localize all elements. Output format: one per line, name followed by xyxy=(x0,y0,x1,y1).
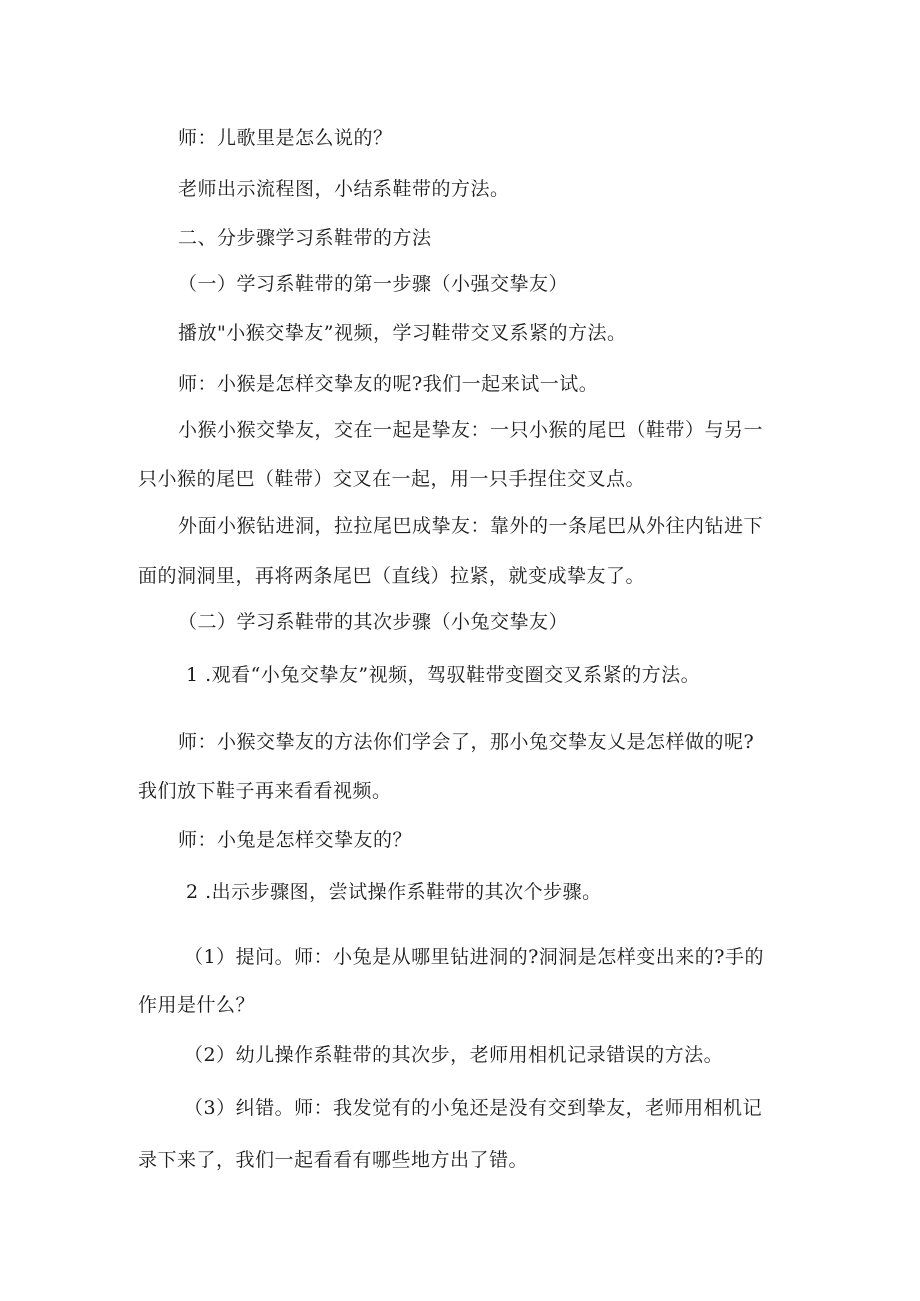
dialogue-line: 师：儿歌里是怎么说的？ xyxy=(178,127,393,149)
dialogue-line: 师：小猴交挚友的方法你们学会了，那小兔交挚友乂是怎样做的呢? xyxy=(178,731,755,753)
subsection-heading: （二）学习系鞋带的其次步骤（小兔交挚友） xyxy=(178,611,569,633)
paragraph: 小猴小猴交挚友，交在一起是挚友：一只小猴的尾巴（鞋带）与另一 xyxy=(178,419,764,441)
paragraph-continuation: 我们放下鞋子再来看看视频。 xyxy=(138,780,392,802)
paragraph-continuation: 面的洞洞里，再将两条尾巴（直线）拉紧，就变成挚友了。 xyxy=(138,565,646,587)
paragraph: 外面小猴钻进洞，拉拉尾巴成挚友：靠外的一条尾巴从外往内钻进下 xyxy=(178,515,764,537)
dialogue-line: 师：小猴是怎样交挚友的呢?我们一起来试一试。 xyxy=(178,373,599,395)
subsection-heading: （一）学习系鞋带的第一步骤（小强交挚友） xyxy=(178,273,569,295)
numbered-item: 1 .观看“小兔交挚友”视频，驾驭鞋带变圈交叉系紧的方法。 xyxy=(186,664,701,686)
paragraph-continuation: 只小猴的尾巴（鞋带）交叉在一起，用一只手捏住交叉点。 xyxy=(138,468,646,490)
paragraph: 播放"小猴交挚友”视频，学习鞋带交叉系紧的方法。 xyxy=(178,322,627,344)
dialogue-line: 师：小兔是怎样交挚友的？ xyxy=(178,829,413,851)
paragraph-continuation: 作用是什么？ xyxy=(138,994,256,1016)
sub-item: （3）纠错。师：我发觉有的小兔还是没有交到挚友，老师用相机记 xyxy=(184,1097,763,1119)
sub-item: （1）提问。师：小兔是从哪里钻进洞的?洞洞是怎样变出来的?手的 xyxy=(184,946,764,968)
numbered-item: 2 .出示步骤图，尝试操作系鞋带的其次个步骤。 xyxy=(186,881,602,903)
sub-item: （2）幼儿操作系鞋带的其次步，老师用相机记录错误的方法。 xyxy=(184,1044,724,1066)
section-heading: 二、分步骤学习系鞋带的方法 xyxy=(178,227,432,249)
paragraph-continuation: 录下来了，我们一起看看有哪些地方出了错。 xyxy=(138,1149,529,1171)
paragraph: 老师出示流程图，小结系鞋带的方法。 xyxy=(178,178,510,200)
